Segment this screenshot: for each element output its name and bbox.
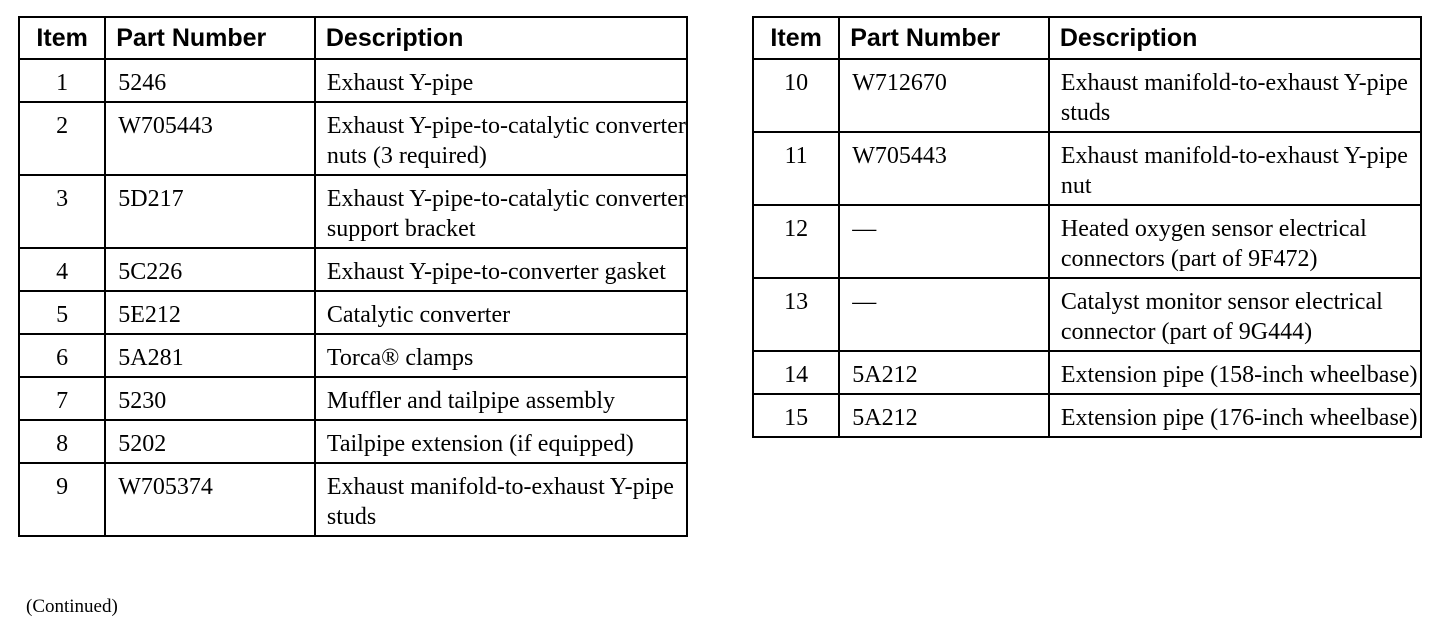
item-number: 8 xyxy=(19,420,105,463)
part-number: 5202 xyxy=(105,420,315,463)
part-number: 5230 xyxy=(105,377,315,420)
description: Exhaust manifold-to-exhaust Y-pipe studs xyxy=(315,463,687,536)
table-row xyxy=(19,334,687,377)
part-number: — xyxy=(839,205,1049,278)
table-row xyxy=(753,132,1421,205)
description: Exhaust Y-pipe-to-converter gasket xyxy=(315,248,687,291)
item-number: 11 xyxy=(753,132,839,205)
table-row xyxy=(753,59,1421,132)
item-number: 5 xyxy=(19,291,105,334)
part-number: 5A212 xyxy=(839,394,1049,437)
part-number: 5C226 xyxy=(105,248,315,291)
table-row xyxy=(19,420,687,463)
item-number: 15 xyxy=(753,394,839,437)
item-number: 6 xyxy=(19,334,105,377)
description: Muffler and tailpipe assembly xyxy=(315,377,687,420)
description: Exhaust manifold-to-exhaust Y-pipe studs xyxy=(1049,59,1421,132)
description: Extension pipe (158-inch wheelbase) xyxy=(1049,351,1421,394)
header-description: Description xyxy=(1049,17,1421,59)
item-number: 7 xyxy=(19,377,105,420)
table-row xyxy=(753,205,1421,278)
part-number: 5A212 xyxy=(839,351,1049,394)
item-number: 14 xyxy=(753,351,839,394)
parts-table-right xyxy=(752,16,1422,438)
header-item: Item xyxy=(19,17,105,59)
part-number: W705443 xyxy=(105,102,315,175)
table-row xyxy=(753,351,1421,394)
table-row xyxy=(19,102,687,175)
description: Exhaust Y-pipe-to-catalytic converter support bracket xyxy=(315,175,687,248)
item-number: 1 xyxy=(19,59,105,102)
header-item: Item xyxy=(753,17,839,59)
part-number: 5246 xyxy=(105,59,315,102)
table-row xyxy=(19,175,687,248)
description: Torca® clamps xyxy=(315,334,687,377)
description: Heated oxygen sensor electrical connectors (part of 9F472) xyxy=(1049,205,1421,278)
table-row xyxy=(19,248,687,291)
part-number: W712670 xyxy=(839,59,1049,132)
table-row xyxy=(19,291,687,334)
header-part-number: Part Number xyxy=(839,17,1049,59)
table-row xyxy=(19,463,687,536)
table-row xyxy=(753,278,1421,351)
description: Catalyst monitor sensor electrical connector (part of 9G444) xyxy=(1049,278,1421,351)
header-row xyxy=(753,17,1421,59)
part-number: 5D217 xyxy=(105,175,315,248)
table-row xyxy=(19,377,687,420)
part-number: 5E212 xyxy=(105,291,315,334)
continued-note: (Continued) xyxy=(26,596,118,617)
item-number: 3 xyxy=(19,175,105,248)
item-number: 13 xyxy=(753,278,839,351)
parts-table-left xyxy=(18,16,688,537)
table-row xyxy=(19,59,687,102)
item-number: 12 xyxy=(753,205,839,278)
item-number: 10 xyxy=(753,59,839,132)
item-number: 2 xyxy=(19,102,105,175)
header-row xyxy=(19,17,687,59)
part-number: W705443 xyxy=(839,132,1049,205)
item-number: 9 xyxy=(19,463,105,536)
item-number: 4 xyxy=(19,248,105,291)
description: Extension pipe (176-inch wheelbase) xyxy=(1049,394,1421,437)
part-number: — xyxy=(839,278,1049,351)
header-description: Description xyxy=(315,17,687,59)
description: Exhaust manifold-to-exhaust Y-pipe nut xyxy=(1049,132,1421,205)
part-number: W705374 xyxy=(105,463,315,536)
description: Tailpipe extension (if equipped) xyxy=(315,420,687,463)
description: Exhaust Y-pipe-to-catalytic converter nuts (3 required) xyxy=(315,102,687,175)
header-part-number: Part Number xyxy=(105,17,315,59)
description: Catalytic converter xyxy=(315,291,687,334)
table-row xyxy=(753,394,1421,437)
part-number: 5A281 xyxy=(105,334,315,377)
description: Exhaust Y-pipe xyxy=(315,59,687,102)
